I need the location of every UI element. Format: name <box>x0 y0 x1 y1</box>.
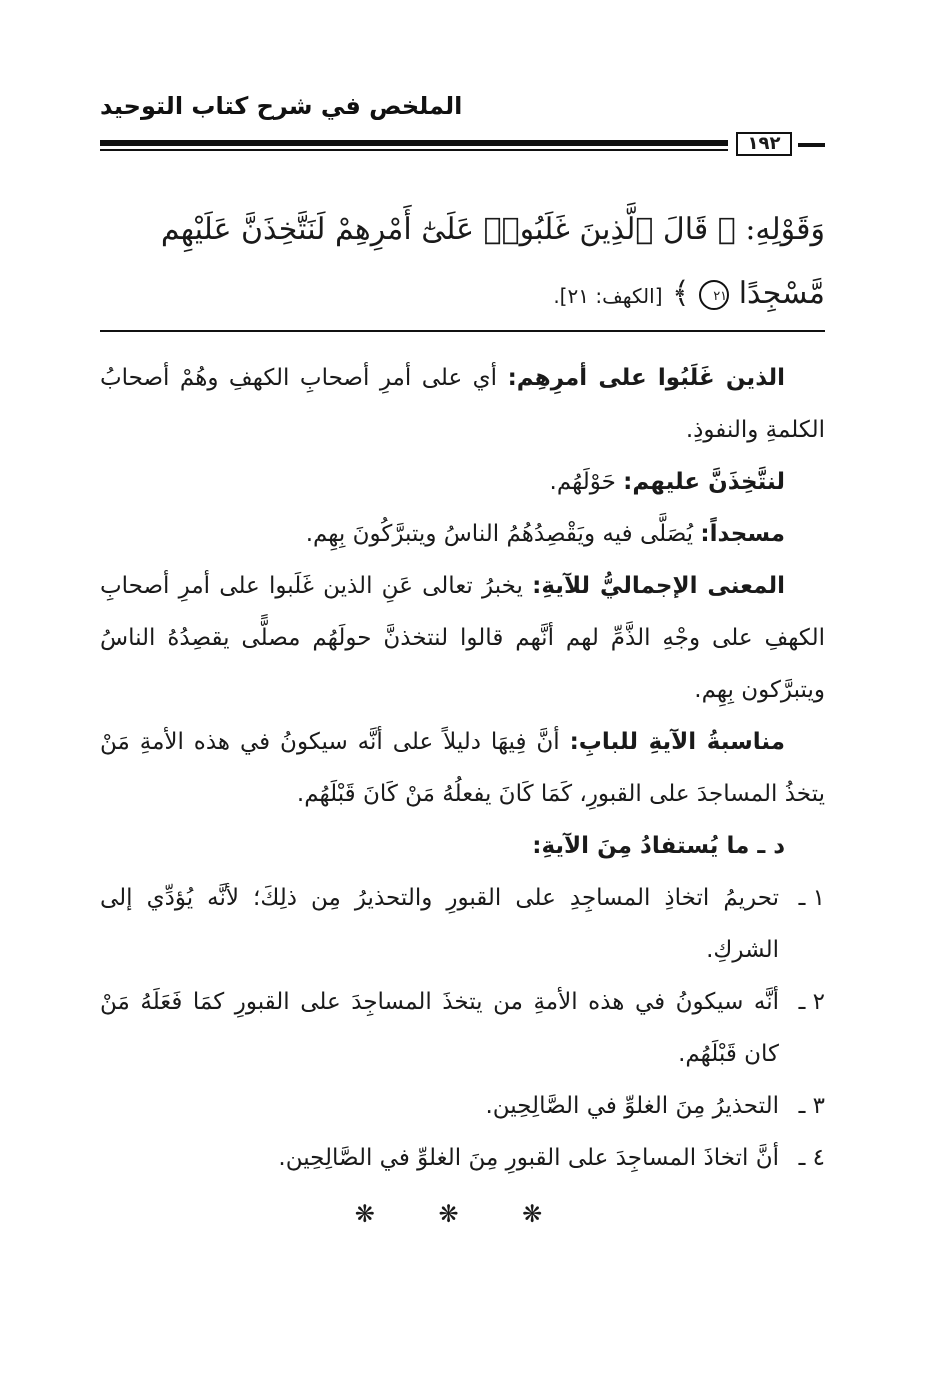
explanation-paragraph <box>100 508 825 560</box>
heading-text: د ـ ما يُستفادُ مِنَ الآيةِ: <box>532 833 785 859</box>
definition: أنَّ فِيهَا دليلاً على أنَّه سيكونُ في هذه الأمةِ مَنْ يتخذُ المساجدَ على القبورِ، كَمَا كَانَ يفعلُهُ مَنْ كَانَ قَبْلَهُم. <box>100 729 825 807</box>
ayah-number-mark: ٢١ <box>699 280 729 310</box>
benefit-text: تحريمُ اتخاذِ المساجِدِ على القبورِ والتحذيرُ مِن ذلِكَ؛ لأنَّه يُؤدِّي إلى الشركِ. <box>100 885 779 963</box>
running-title: الملخص في شرح كتاب التوحيد <box>100 92 463 120</box>
definition: يُصَلَّى فيه ويَقْصِدُهُمُ الناسُ ويتبرَّكُونَ بِهِم. <box>305 521 694 547</box>
verse-intro: وَقَوْلِهِ: <box>745 212 825 247</box>
verse-reference: [الكهف: ٢١]. <box>553 284 663 308</box>
section-end-ornament: ❋ ❋ ❋ <box>354 1200 571 1228</box>
term: الذين غَلَبُوا على أمرِهِم: <box>507 365 786 391</box>
benefit-number: ٤ ـ <box>798 1145 825 1171</box>
definition: حَوْلَهُم. <box>549 469 616 495</box>
header-rule <box>100 132 825 158</box>
verse-text-line1: قَالَ ٱلَّذِينَ غَلَبُوا۟ عَلَىٰٓ أَمْرِهِمْ لَنَتَّخِذَنَّ عَلَيْهِم <box>160 212 709 247</box>
book-page <box>100 0 825 1383</box>
benefit-text: أنَّه سيكونُ في هذه الأمةِ من يتخذَ المساجِدَ على القبورِ كمَا فَعَلَهُ مَنْ كان قَبْلَهُم. <box>100 989 779 1067</box>
verse-text-line2: مَّسْجِدًا <box>738 276 825 311</box>
header-rule-thin <box>100 149 728 151</box>
running-head <box>100 92 825 120</box>
benefit-text: أنَّ اتخاذَ المساجِدَ على القبورِ مِنَ الغلوِّ في الصَّالِحِين. <box>278 1145 779 1171</box>
verse-close-bracket: ﴾ <box>672 276 690 311</box>
benefit-item <box>100 872 825 976</box>
term: مسجداً: <box>700 521 785 547</box>
benefits-heading <box>100 820 825 872</box>
benefit-item <box>100 1080 825 1132</box>
commentary <box>100 352 825 1240</box>
definition: يخبرُ تعالى عَنِ الذين غَلَبوا على أمرِ أصحابِ الكهفِ على وجْهِ الذَّمِّ لهم أنَّهم قالوا لنتخذنَّ حولَهُم مصلًّى يقصِدُهُ الناسُ ويتبرَّكون بِهِم. <box>100 573 825 703</box>
verse-open-bracket: ﴿ <box>717 212 736 247</box>
summary-paragraph <box>100 560 825 716</box>
benefit-number: ١ ـ <box>798 885 825 911</box>
benefit-item <box>100 1132 825 1184</box>
quran-verse <box>100 198 825 328</box>
benefit-number: ٢ ـ <box>798 989 825 1015</box>
relevance-paragraph <box>100 716 825 820</box>
section-divider <box>100 330 825 332</box>
header-rule-thick <box>100 140 728 146</box>
benefit-item <box>100 976 825 1080</box>
benefit-number: ٣ ـ <box>798 1093 825 1119</box>
explanation-paragraph <box>100 456 825 508</box>
page-number-dash <box>798 143 825 147</box>
benefit-text: التحذيرُ مِنَ الغلوِّ في الصَّالِحِين. <box>485 1093 779 1119</box>
term: لنتَّخِذَنَّ عليهم: <box>623 469 785 495</box>
explanation-paragraph <box>100 352 825 456</box>
term: مناسبةُ الآيةِ للبابِ: <box>569 729 786 755</box>
definition: أي على أمرِ أصحابِ الكهفِ وهُمْ أصحابُ الكلمةِ والنفوذِ. <box>100 365 825 443</box>
page-number: ١٩٢ <box>736 132 792 156</box>
term: المعنى الإجماليُّ للآيةِ: <box>532 573 786 599</box>
